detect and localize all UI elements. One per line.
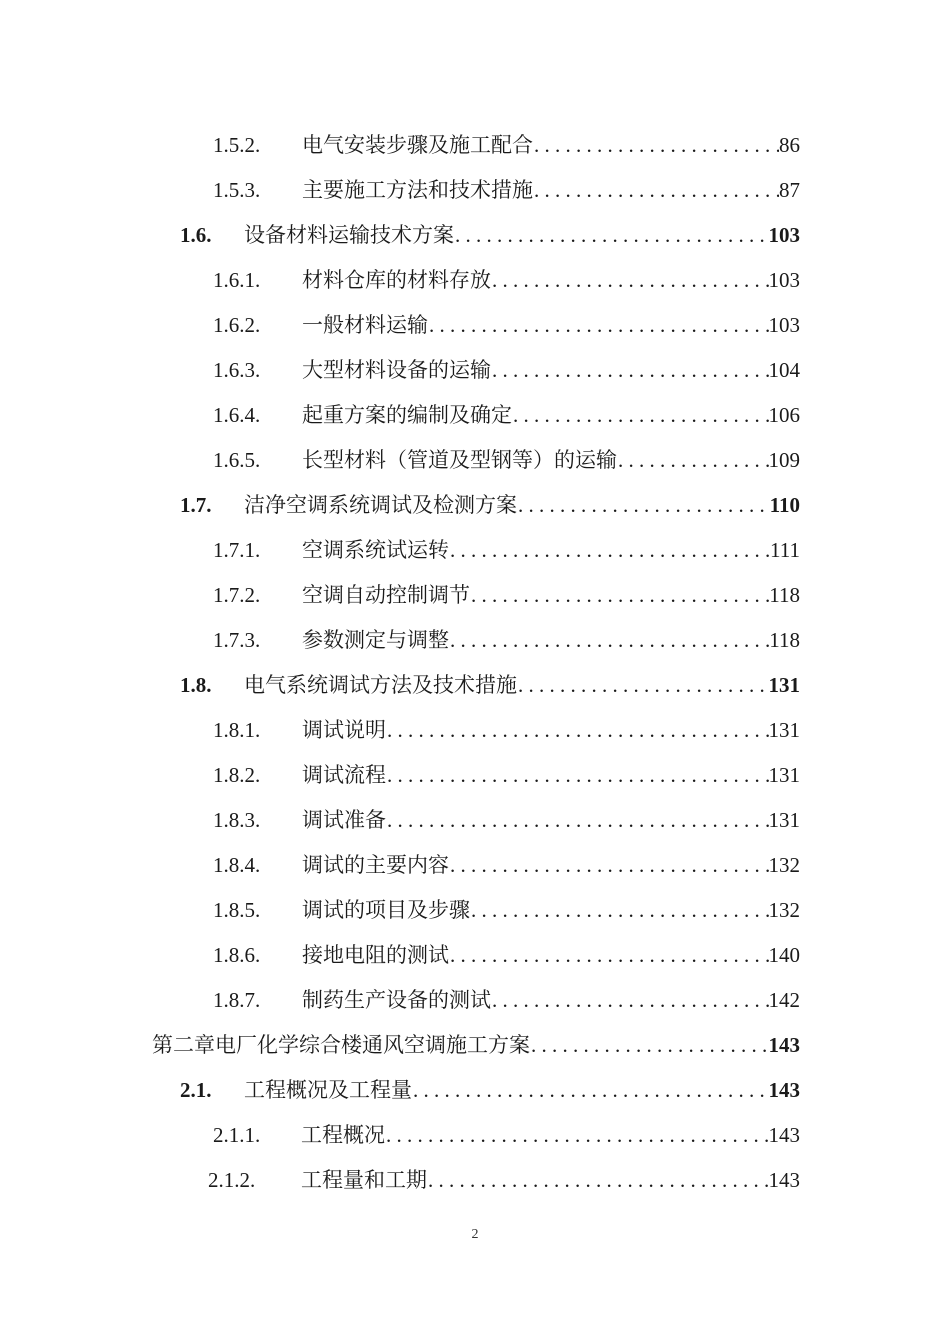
toc-entry[interactable] [0, 528, 950, 573]
toc-entry-page: 143 [768, 1168, 800, 1192]
toc-entry-title: 材料仓库的材料存放 [302, 268, 491, 292]
toc-entry-body [302, 888, 800, 933]
toc-entry[interactable] [0, 933, 950, 978]
toc-entry[interactable] [0, 978, 950, 1023]
toc-entry-page: 132 [768, 853, 800, 877]
toc-entry-page: 103 [768, 268, 800, 292]
toc-entry[interactable] [0, 798, 950, 843]
toc-entry-number: 1.8.1. [213, 718, 261, 742]
toc-entry-title: 空调系统试运转 [302, 538, 449, 562]
toc-entry-title: 长型材料（管道及型钢等）的运输 [302, 448, 617, 472]
toc-entry-number: 1.5.3. [213, 178, 261, 202]
toc-entry-number: 1.6.3. [213, 358, 261, 382]
dot-leader [386, 708, 769, 753]
toc-entry[interactable] [0, 483, 950, 528]
toc-entry-number: 1.6. [180, 223, 212, 247]
toc-entry[interactable] [0, 1158, 950, 1203]
toc-entry-title: 调试的项目及步骤 [302, 898, 470, 922]
toc-entry[interactable] [0, 213, 950, 258]
toc-entry-number: 1.6.5. [213, 448, 261, 472]
dot-leader [517, 483, 770, 528]
toc-entry-title: 工程概况 [301, 1123, 385, 1147]
toc-entry-page: 118 [769, 583, 800, 607]
dot-leader [449, 618, 769, 663]
toc-chapter-entry[interactable] [0, 1023, 950, 1068]
toc-entry-title: 接地电阻的测试 [302, 943, 449, 967]
toc-entry-number: 1.7.3. [213, 628, 261, 652]
toc-entry-title: 大型材料设备的运输 [302, 358, 491, 382]
toc-entry[interactable] [0, 438, 950, 483]
toc-entry-page: 109 [768, 448, 800, 472]
toc-entry-number: 2.1.2. [208, 1168, 256, 1192]
page-number: 2 [471, 1227, 479, 1242]
dot-leader [491, 258, 769, 303]
toc-entry-body [302, 438, 800, 483]
toc-entry-page: 131 [768, 763, 800, 787]
toc-entry-body [302, 708, 800, 753]
dot-leader [386, 753, 769, 798]
toc-entry-page: 142 [768, 988, 800, 1012]
toc-entry-title: 工程量和工期 [301, 1168, 427, 1192]
toc-entry[interactable] [0, 123, 950, 168]
toc-entry-number: 1.6.4. [213, 403, 261, 427]
toc-entry-body [302, 843, 800, 888]
toc-entry-number: 1.8.7. [213, 988, 261, 1012]
toc-entry-page: 104 [768, 358, 800, 382]
toc-entry[interactable] [0, 393, 950, 438]
toc-entry-number: 1.7.1. [213, 538, 261, 562]
toc-entry-page: 106 [768, 403, 800, 427]
toc-entry[interactable] [0, 168, 950, 213]
toc-entry-title: 电气系统调试方法及技术措施 [244, 673, 517, 697]
toc-entry-page: 118 [769, 628, 800, 652]
toc-entry-body [244, 663, 800, 708]
toc-entry-title: 调试流程 [302, 763, 386, 787]
toc-entry-number: 1.6.2. [213, 313, 261, 337]
toc-entry-title: 调试的主要内容 [302, 853, 449, 877]
toc-entry-page: 87 [779, 178, 800, 202]
toc-entry-number: 1.6.1. [213, 268, 261, 292]
toc-entry-title: 制药生产设备的测试 [302, 988, 491, 1012]
toc-entry-page: 111 [770, 538, 800, 562]
toc-entry-body [302, 348, 800, 393]
toc-entry-title: 空调自动控制调节 [302, 583, 470, 607]
dot-leader [491, 348, 769, 393]
toc-entry-number: 1.8.3. [213, 808, 261, 832]
toc-entry[interactable] [0, 1113, 950, 1158]
dot-leader [470, 888, 769, 933]
dot-leader [449, 843, 769, 888]
toc-entry-title: 设备材料运输技术方案 [244, 223, 454, 247]
toc-entry-number: 2.1.1. [213, 1123, 261, 1147]
toc-entry-title: 调试说明 [302, 718, 386, 742]
toc-entry-body [301, 1113, 800, 1158]
toc-entry-number: 1.8. [180, 673, 212, 697]
toc-entry-body [302, 753, 800, 798]
toc-entry-title: 调试准备 [302, 808, 386, 832]
dot-leader [617, 438, 769, 483]
toc-entry[interactable] [0, 753, 950, 798]
toc-entry-body [302, 978, 800, 1023]
dot-leader [449, 528, 770, 573]
dot-leader [427, 1158, 769, 1203]
toc-entry-body [302, 123, 800, 168]
toc-entry[interactable] [0, 258, 950, 303]
toc-entry[interactable] [0, 573, 950, 618]
toc-entry-body [302, 258, 800, 303]
dot-leader [449, 933, 769, 978]
toc-entry-page: 110 [769, 493, 800, 517]
toc-entry-number: 2.1. [180, 1078, 212, 1102]
toc-entry-body [302, 573, 800, 618]
toc-entry-body [244, 483, 800, 528]
dot-leader [512, 393, 769, 438]
toc-entry-number: 1.8.6. [213, 943, 261, 967]
toc-entry-number: 1.7. [180, 493, 212, 517]
dot-leader [412, 1068, 769, 1113]
dot-leader [517, 663, 769, 708]
toc-entry-page: 143 [768, 1078, 800, 1102]
dot-leader [491, 978, 769, 1023]
toc-entry-number: 1.8.2. [213, 763, 261, 787]
toc-entry-number: 1.5.2. [213, 133, 261, 157]
toc-entry-title: 电气安装步骤及施工配合 [302, 133, 533, 157]
toc-entry-page: 131 [768, 673, 800, 697]
toc-entry-body [244, 213, 800, 258]
dot-leader [428, 303, 769, 348]
toc-entry-page: 140 [768, 943, 800, 967]
toc-entry-body [302, 528, 800, 573]
toc-entry-title: 洁净空调系统调试及检测方案 [244, 493, 517, 517]
toc-entry-title: 参数测定与调整 [302, 628, 449, 652]
toc-entry[interactable] [0, 708, 950, 753]
table-of-contents [0, 123, 950, 1203]
toc-entry-body [302, 393, 800, 438]
toc-entry[interactable] [0, 618, 950, 663]
dot-leader [530, 1023, 769, 1068]
toc-entry[interactable] [0, 348, 950, 393]
toc-entry[interactable] [0, 888, 950, 933]
toc-entry-page: 143 [768, 1123, 800, 1147]
dot-leader [454, 213, 769, 258]
toc-entry[interactable] [0, 1068, 950, 1113]
toc-entry-body [152, 1023, 800, 1068]
toc-entry-page: 103 [768, 313, 800, 337]
toc-entry-title: 工程概况及工程量 [244, 1078, 412, 1102]
dot-leader [533, 123, 779, 168]
toc-entry-body [302, 933, 800, 978]
toc-entry-number: 1.7.2. [213, 583, 261, 607]
toc-entry-page: 103 [768, 223, 800, 247]
toc-entry[interactable] [0, 303, 950, 348]
toc-entry-body [244, 1068, 800, 1113]
dot-leader [385, 1113, 769, 1158]
toc-entry[interactable] [0, 663, 950, 708]
toc-entry-page: 143 [768, 1033, 800, 1057]
dot-leader [533, 168, 779, 213]
toc-entry-title: 起重方案的编制及确定 [302, 403, 512, 427]
toc-entry-body [302, 303, 800, 348]
toc-entry-title: 主要施工方法和技术措施 [302, 178, 533, 202]
toc-entry-title: 一般材料运输 [302, 313, 428, 337]
toc-entry-page: 86 [779, 133, 800, 157]
toc-entry-body [302, 618, 800, 663]
toc-entry-number: 1.8.4. [213, 853, 261, 877]
toc-entry-page: 131 [768, 718, 800, 742]
toc-entry-body [301, 1158, 800, 1203]
toc-entry-page: 132 [768, 898, 800, 922]
toc-entry[interactable] [0, 843, 950, 888]
toc-entry-title: 第二章电厂化学综合楼通风空调施工方案 [152, 1033, 530, 1057]
toc-entry-number: 1.8.5. [213, 898, 261, 922]
toc-entry-body [302, 168, 800, 213]
dot-leader [386, 798, 769, 843]
dot-leader [470, 573, 769, 618]
toc-entry-body [302, 798, 800, 843]
toc-entry-page: 131 [768, 808, 800, 832]
